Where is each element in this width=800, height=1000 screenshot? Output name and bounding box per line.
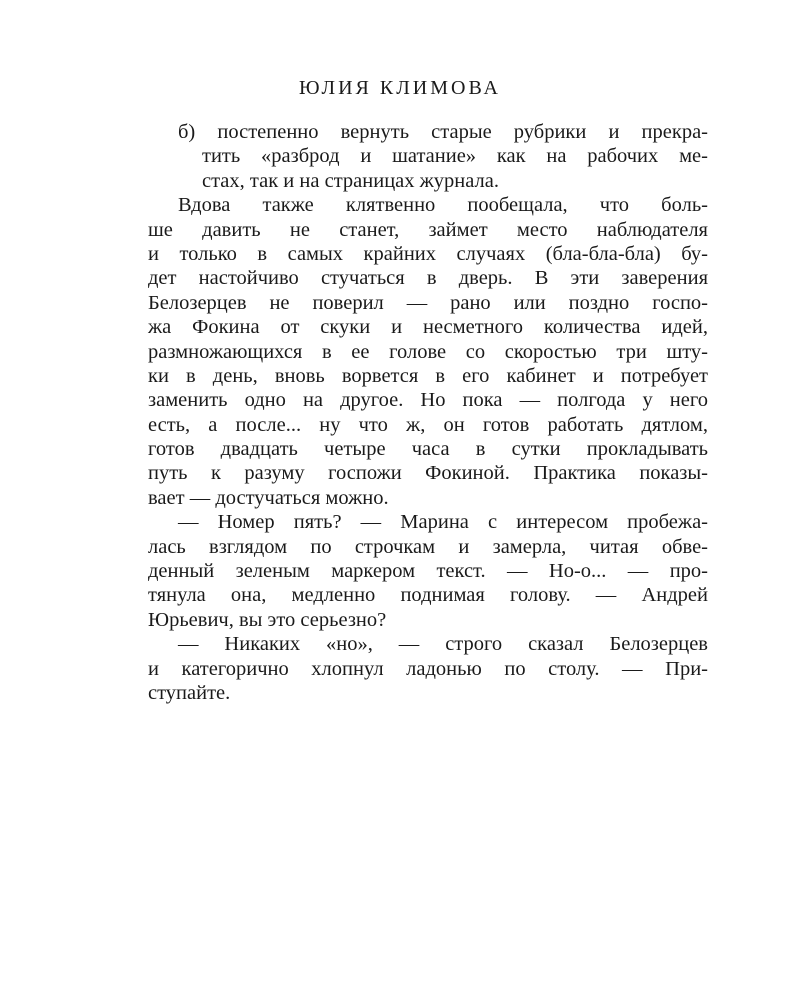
text-line: вает — достучаться можно. — [148, 486, 389, 509]
text-line: размножающихся в ее голове со скоростью три шту- — [148, 340, 708, 363]
running-head: ЮЛИЯ КЛИМОВА — [298, 77, 501, 99]
text-line: денный зеленым маркером текст. — Но-о... — про- — [148, 560, 708, 583]
text-line: ки в день, вновь ворвется в его кабинет и потребует — [148, 364, 708, 387]
text-line: есть, а после... ну что ж, он готов работать дятлом, — [148, 413, 708, 436]
text-line: б) постепенно вернуть старые рубрики и прекра- — [178, 121, 708, 143]
text-line: дет настойчиво стучаться в дверь. В эти заверения — [148, 267, 708, 290]
text-line: — Никаких «но», — строго сказал Белозерцев — [178, 633, 708, 656]
text-line: ше давить не станет, займет место наблюдателя — [148, 218, 708, 241]
text-line: лась взглядом по строчкам и замерла, читая обве- — [148, 535, 708, 558]
text-line: стах, так и на страницах журнала. — [202, 169, 499, 192]
text-line: Вдова также клятвенно пообещала, что боль- — [178, 194, 708, 217]
body-text — [148, 120, 708, 705]
text-line: жа Фокина от скуки и несметного количества идей, — [148, 316, 708, 339]
text-line: тить «разброд и шатание» как на рабочих ме- — [202, 145, 708, 168]
text-line: ступайте. — [148, 681, 231, 704]
text-line: и категорично хлопнул ладонью по столу. — При- — [148, 657, 708, 680]
text-line: Юрьевич, вы это серьезно? — [148, 608, 387, 631]
text-line: Белозерцев не поверил — рано или поздно госпо- — [148, 291, 708, 314]
text-line: тянула она, медленно поднимая голову. — Андрей — [148, 584, 708, 607]
text-line: заменить одно на другое. Но пока — полгода у него — [148, 389, 708, 412]
text-line: и только в самых крайних случаях (бла-бла-бла) бу- — [148, 242, 708, 265]
text-line: путь к разуму госпожи Фокиной. Практика показы- — [148, 462, 708, 485]
text-line: готов двадцать четыре часа в сутки прокладывать — [148, 438, 708, 461]
text-line: — Номер пять? — Марина с интересом пробежа- — [178, 511, 708, 534]
